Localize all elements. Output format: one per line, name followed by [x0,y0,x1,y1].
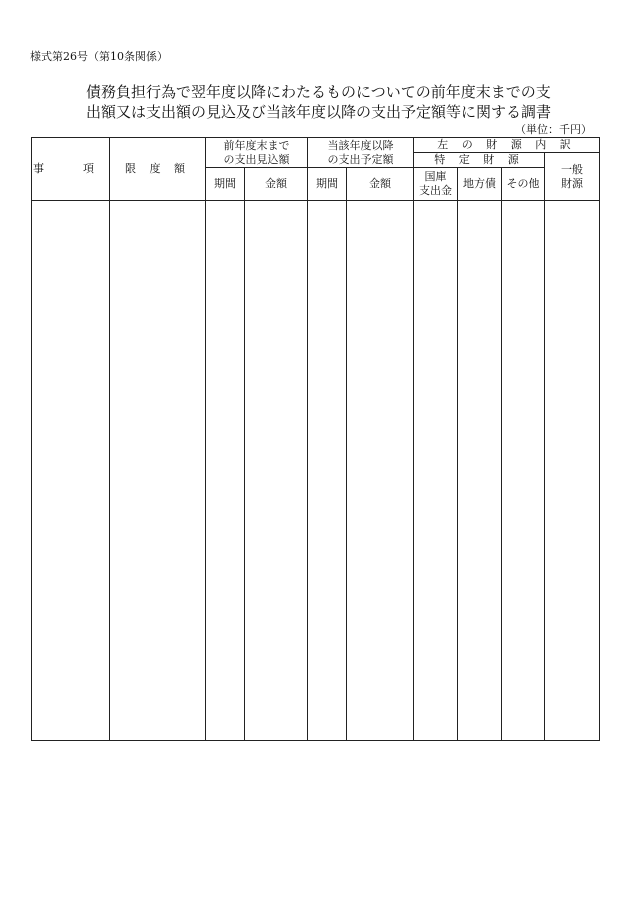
cell-prev-amount [245,201,308,741]
header-cur-period: 期間 [308,168,347,201]
cell-prev-period [206,201,245,741]
header-prev-period: 期間 [206,168,245,201]
header-prev-amount: 金額 [245,168,308,201]
unit-label: （単位：千円） [515,123,592,136]
header-prev-line2: の支出見込額 [223,152,290,166]
title-line-1: 債務負担行為で翌年度以降にわたるものについての前年度末までの支 [86,83,551,101]
cell-cur-period [308,201,347,741]
header-general-funding [545,153,600,201]
header-other: その他 [502,168,545,201]
form-number: 様式第26号（第10条関係） [30,50,168,63]
cell-item [32,201,110,741]
cell-other [502,201,545,741]
expenditure-table [31,137,600,741]
header-national-line2: 支出金 [419,184,452,197]
title-line-2: 出額又は支出額の見込及び当該年度以降の支出予定額等に関する調書 [86,103,552,121]
header-specific-funding: 特 定 財 源 [414,153,545,168]
header-current-expenditure [308,138,414,168]
header-general-line2: 財源 [561,176,584,190]
header-prev-expenditure [206,138,308,168]
header-national-line1: 国庫 [424,170,447,183]
cell-limit [110,201,206,741]
header-local-bond: 地方債 [458,168,502,201]
header-item: 事 項 [32,138,110,201]
header-limit: 限 度 額 [110,138,206,201]
cell-local-bond [458,201,502,741]
header-cur-line1: 当該年度以降 [327,138,394,152]
header-general-line1: 一般 [561,162,584,176]
header-cur-line2: の支出予定額 [327,152,394,166]
header-prev-line1: 前年度末まで [223,138,290,152]
cell-national-subsidy [414,201,458,741]
header-national-subsidy [414,168,458,201]
header-cur-amount: 金額 [347,168,414,201]
header-funding-breakdown: 左 の 財 源 内 訳 [414,138,600,153]
cell-general [545,201,600,741]
document-title [86,82,566,122]
table-body-row [32,201,600,741]
cell-cur-amount [347,201,414,741]
